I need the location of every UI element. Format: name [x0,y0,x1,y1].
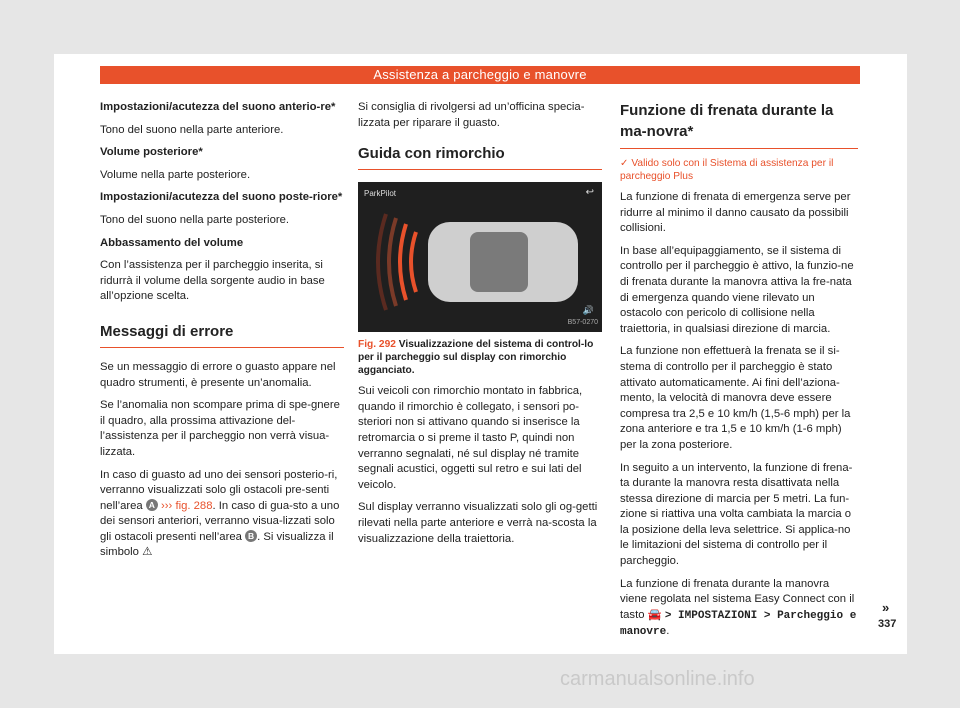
check-icon: ✓ [620,158,629,169]
paragraph: In seguito a un intervento, la funzione di frena-ta durante la manovra resta disattivata nella stessa direzione di marcia per 5 metri. La fun-zione si riattiva una volta cambiata la marcia o la posizione della leva selettrice. Si applica-no le limitazioni del sistema di controllo per il parcheggio. [620,461,853,568]
warning-icon: ⚠ [142,546,153,559]
section-title: Impostazioni/acutezza del suono poste-riore* [100,191,343,204]
paragraph-settings [620,577,858,641]
figure-code: B57-0270 [567,318,598,326]
paragraph: In base all’equipaggiamento, se il sistema di controllo per il parcheggio è attivo, la funzio-ne di frenata durante la manovra attiva la fre-nata di emergenza quando viene rilevato un ostacolo con pericolo di collisione nella traiettoria, in qualsiasi direzione di marcia. [620,244,854,335]
sensor-arc [378,214,386,310]
section-title: Impostazioni/acutezza del suono anterio-re* [100,101,336,113]
figure-caption [358,338,602,377]
sensor-arc [411,232,416,292]
text: . Si visualizza il simbolo [100,530,334,559]
car-diagram [358,182,602,332]
section-text: Tono del suono nella parte posteriore. [100,213,290,226]
column-1 [100,100,344,568]
paragraph: Se l’anomalia non scompare prima di spe-gnere il quadro, alla prossima attivazione del-l’assistenza per il parcheggio non verrà visua-lizzata. [100,399,340,458]
paragraph: Sul display verranno visualizzati solo gli og-getti rilevati nella parte anteriore e verrà na-scosta la visualizzazione della traiettoria. [358,501,598,545]
section-text: Volume nella parte posteriore. [100,168,251,181]
section-title: Abbassamento del volume [100,236,244,249]
speaker-icon: 🔊 [582,304,594,315]
sensor-arc [389,218,396,306]
arrow-ref: ››› [161,499,173,512]
watermark: carmanualsonline.info [560,668,755,690]
continue-mark: » [882,600,890,615]
text: . In caso di gua-sto a uno dei sensori anteriori, verranno visua-lizzati solo gli ostacoli presenti nell’area [100,499,340,543]
caption-text: Visualizzazione del sistema di control-lo per il parcheggio sul display con rimorchio agganciato. [358,339,594,377]
menu-path: > IMPOSTAZIONI > Parcheggio e manovre [620,609,857,639]
paragraph: Si consiglia di rivolgersi ad un’officina specia-lizzata per riparare il guasto. [358,101,585,129]
section-text: Con l’assistenza per il parcheggio inserita, si ridurrà il volume della sorgente audio in base all’opzione scelta. [100,259,325,303]
paragraph: Sui veicoli con rimorchio montato in fabbrica, quando il rimorchio è collegato, i sensori po-steriori non si attivano quando si inserisce la retromarcia o si preme il tasto P, quindi non verranno segnalati, né sul display né tramite segnali acustici, oggetti sul retro e sui lati del veicolo. [358,385,583,491]
text: In caso di guasto ad uno dei sensori posterio-ri, verranno visualizzati solo gli ostacoli pre-senti nell’area [100,468,338,512]
back-arrow-icon: ↩ [585,187,594,199]
car-menu-icon: 🚘 [647,608,662,621]
heading-brake-function: Funzione di frenata durante la ma-novra* [620,100,858,149]
car-roof [470,232,528,292]
sensor-arc [400,224,406,300]
note-text: Valido solo con il Sistema di assistenza per il parcheggio Plus [620,158,834,182]
section-title: Volume posteriore* [100,146,203,159]
badge-b: B [245,530,257,542]
page-number: 337 [878,618,897,630]
column-2 [358,100,602,554]
paragraph: Se un messaggio di errore o guasto appare nel quadro strumenti, è presente un’anomalia. [100,360,336,389]
text: La funzione di frenata durante la manovra viene regolata nel sistema Easy Connect con il tasto [620,577,855,621]
paragraph-fault [100,468,344,562]
paragraph: La funzione non effettuerà la frenata se il si-stema di controllo per il parcheggio è stato attivato automaticamente. Ai fini dell’aziona-mento, la velocità di manovra deve essere compresa tra 2,5 e 10 km/h (1,5-6 mph) per la zona anteriore e tra 1,5 e 10 km/h (1-6 mph) per la zona posteriore. [620,345,851,451]
figure-link[interactable]: fig. 288 [175,499,213,512]
figure-label: ParkPilot [364,189,397,199]
text: . [666,625,670,638]
validity-note [620,157,858,183]
figure-number: Fig. 292 [358,339,396,351]
heading-trailer: Guida con rimorchio [358,145,602,170]
figure-parkpilot [358,182,602,332]
column-3 [620,100,858,648]
page-header: Assistenza a parcheggio e manovre [100,66,860,84]
paragraph: La funzione di frenata di emergenza serve per ridurre al minimo il danno causato da possibili collisioni. [620,191,851,235]
heading-error-messages: Messaggi di errore [100,323,344,348]
section-text: Tono del suono nella parte anteriore. [100,123,284,136]
badge-a: A [146,499,158,511]
